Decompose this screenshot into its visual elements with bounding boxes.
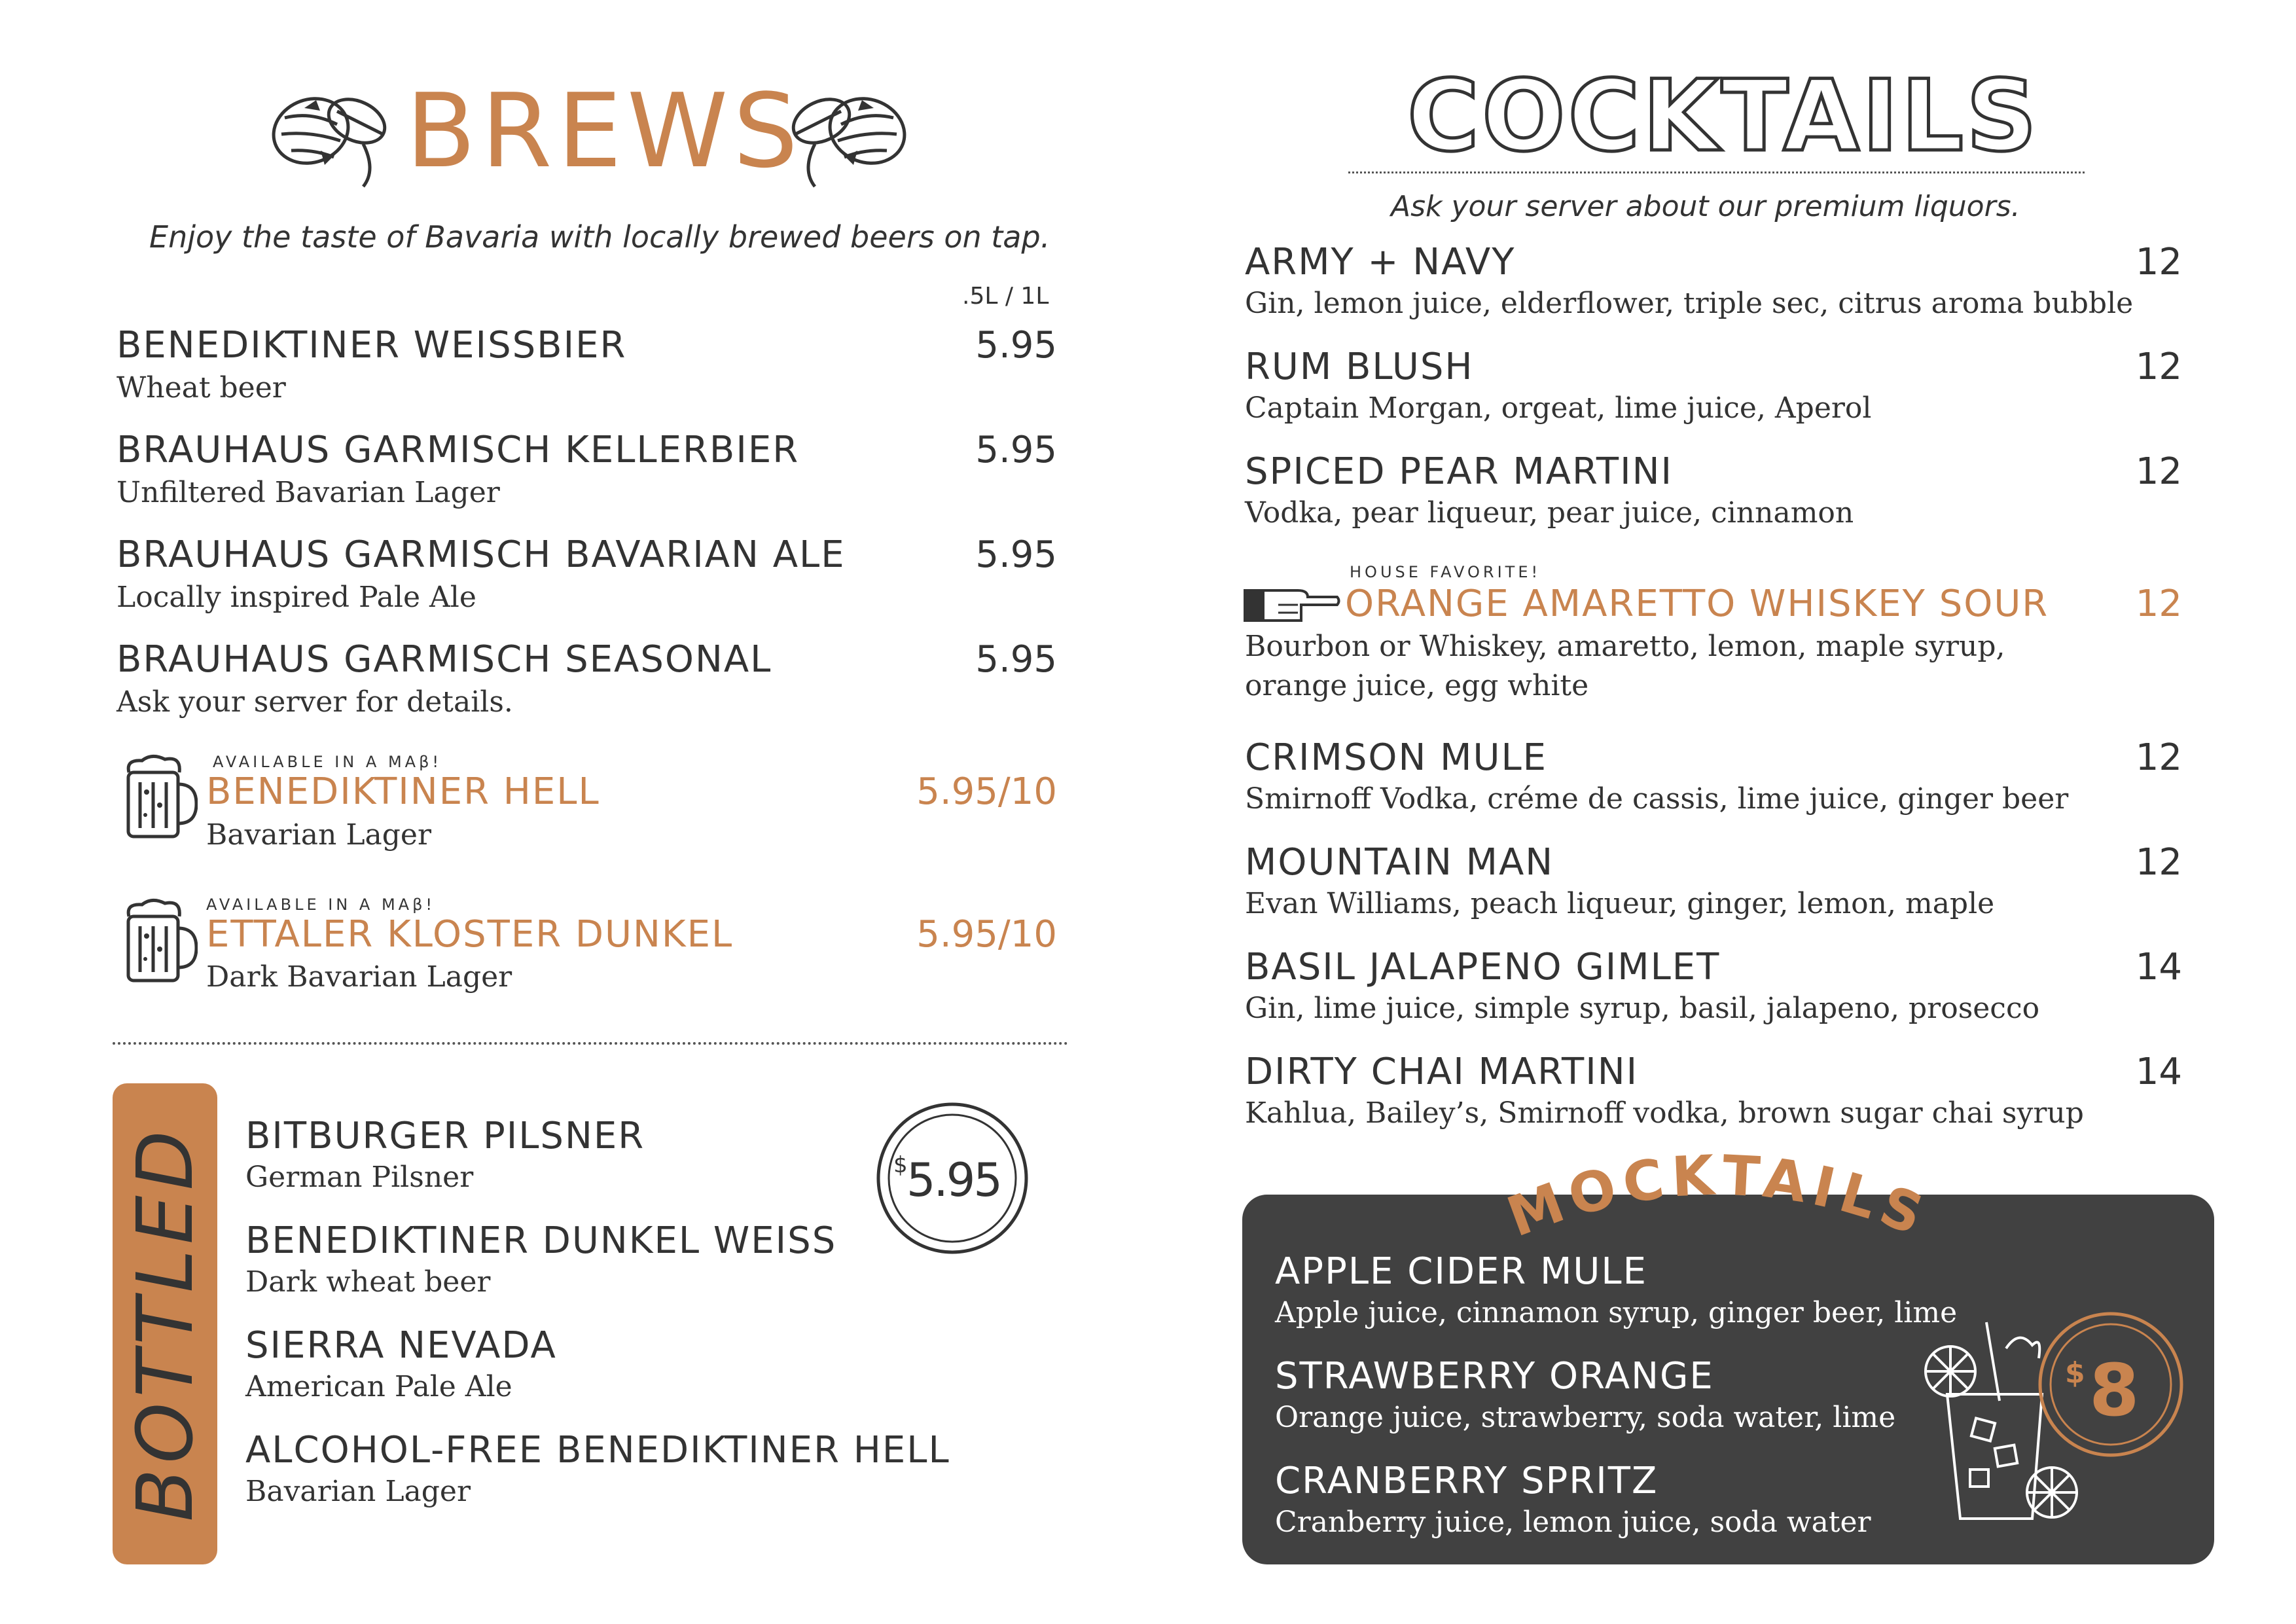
cocktail-price: 12 — [2135, 241, 2182, 283]
svg-text:MOCKTAILS — [1505, 1146, 1931, 1250]
bottled-desc: Dark wheat beer — [245, 1265, 491, 1299]
cocktails-subtitle: Ask your server about our premium liquors. — [1391, 190, 2020, 223]
size-header: .5L / 1L — [962, 283, 1049, 310]
mocktail-desc: Orange juice, strawberry, soda water, lime — [1275, 1401, 1896, 1434]
mocktail-price-badge — [2036, 1309, 2186, 1460]
featured-cocktail-desc-line1: Bourbon or Whiskey, amaretto, lemon, maple syrup, — [1245, 630, 2005, 663]
bottled-label: BOTTLED — [120, 1125, 210, 1522]
mocktail-price-amount: 8 — [2089, 1348, 2140, 1432]
bottled-desc: Bavarian Lager — [245, 1475, 471, 1508]
bottled-band — [113, 1083, 217, 1564]
bottled-price-amount: 5.95 — [906, 1153, 1001, 1207]
featured-brew-price: 5.95/10 — [916, 770, 1057, 813]
beer-mug-icon — [119, 753, 198, 841]
bottled-name: BITBURGER PILSNER — [245, 1115, 645, 1157]
mocktail-name: CRANBERRY SPRITZ — [1275, 1460, 1659, 1502]
cocktail-price: 12 — [2135, 450, 2182, 493]
bottled-price-badge — [874, 1100, 1031, 1257]
cocktail-desc: Gin, lemon juice, elderflower, triple sec, citrus aroma bubble — [1245, 287, 2134, 320]
brew-price: 5.95 — [975, 638, 1057, 681]
cocktail-price: 12 — [2135, 346, 2182, 388]
featured-cocktail-desc-line2: orange juice, egg white — [1245, 669, 1589, 702]
brew-desc: Wheat beer — [117, 371, 286, 405]
featured-tag: AVAILABLE IN A MAβ! — [213, 753, 442, 771]
bottled-desc: American Pale Ale — [245, 1370, 512, 1403]
brew-desc: Locally inspired Pale Ale — [117, 581, 476, 614]
cocktail-desc: Vodka, pear liqueur, pear juice, cinnamon — [1245, 496, 1854, 530]
beer-mug-icon — [119, 897, 198, 985]
cocktail-price: 14 — [2135, 946, 2182, 988]
brew-name: BENEDIKTINER WEISSBIER — [117, 324, 627, 367]
cocktail-desc: Captain Morgan, orgeat, lime juice, Aperol — [1245, 391, 1872, 425]
bottled-name: SIERRA NEVADA — [245, 1324, 557, 1367]
mocktail-price-currency: $ — [2065, 1356, 2085, 1390]
cocktail-desc: Evan Williams, peach liqueur, ginger, lemon, maple — [1245, 887, 1995, 920]
featured-tag: AVAILABLE IN A MAβ! — [206, 895, 435, 914]
mocktail-desc: Cranberry juice, lemon juice, soda water — [1275, 1506, 1871, 1539]
brews-subtitle: Enjoy the taste of Bavaria with locally brewed beers on tap. — [149, 219, 1050, 255]
hops-icon-left — [265, 72, 396, 190]
cocktails-title: COCKTAILS — [1407, 60, 2040, 173]
featured-brew-desc: Dark Bavarian Lager — [206, 960, 512, 994]
cocktail-name: RUM BLUSH — [1245, 346, 1474, 388]
mocktail-name: STRAWBERRY ORANGE — [1275, 1355, 1714, 1398]
brew-name: BRAUHAUS GARMISCH BAVARIAN ALE — [117, 533, 846, 576]
cocktail-name: ARMY + NAVY — [1245, 241, 1516, 283]
mocktails-title — [1505, 1146, 1931, 1250]
cocktail-price: 14 — [2135, 1051, 2182, 1093]
cocktail-price: 12 — [2135, 736, 2182, 779]
mocktail-name: APPLE CIDER MULE — [1275, 1250, 1647, 1293]
bottled-name: BENEDIKTINER DUNKEL WEISS — [245, 1219, 837, 1262]
cocktail-name: MOUNTAIN MAN — [1245, 841, 1554, 884]
featured-brew-price: 5.95/10 — [916, 913, 1057, 956]
cocktail-name: CRIMSON MULE — [1245, 736, 1548, 779]
brew-price: 5.95 — [975, 429, 1057, 471]
featured-brew-name: ETTALER KLOSTER DUNKEL — [206, 913, 734, 956]
featured-cocktail-price: 12 — [2135, 583, 2182, 625]
hops-icon-right — [782, 72, 913, 190]
cocktails-title-divider — [1348, 171, 2085, 173]
bottled-desc: German Pilsner — [245, 1161, 474, 1194]
featured-cocktail-tag: HOUSE FAVORITE! — [1350, 563, 1541, 581]
brews-divider — [113, 1042, 1068, 1045]
mocktails-title-text: MOCKTAIL — [1505, 1146, 1891, 1250]
bottled-price-currency: $ — [893, 1152, 908, 1178]
featured-cocktail-name: ORANGE AMARETTO WHISKEY SOUR — [1345, 583, 2049, 625]
featured-brew-name: BENEDIKTINER HELL — [206, 770, 600, 813]
brew-desc: Unfiltered Bavarian Lager — [117, 476, 500, 509]
cocktail-name: SPICED PEAR MARTINI — [1245, 450, 1673, 493]
cocktail-desc: Smirnoff Vodka, créme de cassis, lime juice, ginger beer — [1245, 782, 2069, 816]
brew-desc: Ask your server for details. — [117, 685, 513, 719]
brew-name: BRAUHAUS GARMISCH SEASONAL — [117, 638, 772, 681]
cocktail-name: DIRTY CHAI MARTINI — [1245, 1051, 1639, 1093]
cocktail-price: 12 — [2135, 841, 2182, 884]
pointing-hand-icon — [1242, 583, 1340, 628]
cocktail-desc: Kahlua, Bailey’s, Smirnoff vodka, brown sugar chai syrup — [1245, 1096, 2084, 1130]
brew-name: BRAUHAUS GARMISCH KELLERBIER — [117, 429, 800, 471]
brew-price: 5.95 — [975, 533, 1057, 576]
brew-price: 5.95 — [975, 324, 1057, 367]
featured-brew-desc: Bavarian Lager — [206, 818, 432, 852]
bottled-name: ALCOHOL-FREE BENEDIKTINER HELL — [245, 1429, 950, 1471]
cocktail-name: BASIL JALAPENO GIMLET — [1245, 946, 1721, 988]
brews-title: BREWS — [406, 71, 804, 190]
cocktail-desc: Gin, lime juice, simple syrup, basil, jalapeno, prosecco — [1245, 992, 2040, 1025]
mocktail-desc: Apple juice, cinnamon syrup, ginger beer, lime — [1275, 1296, 1958, 1329]
